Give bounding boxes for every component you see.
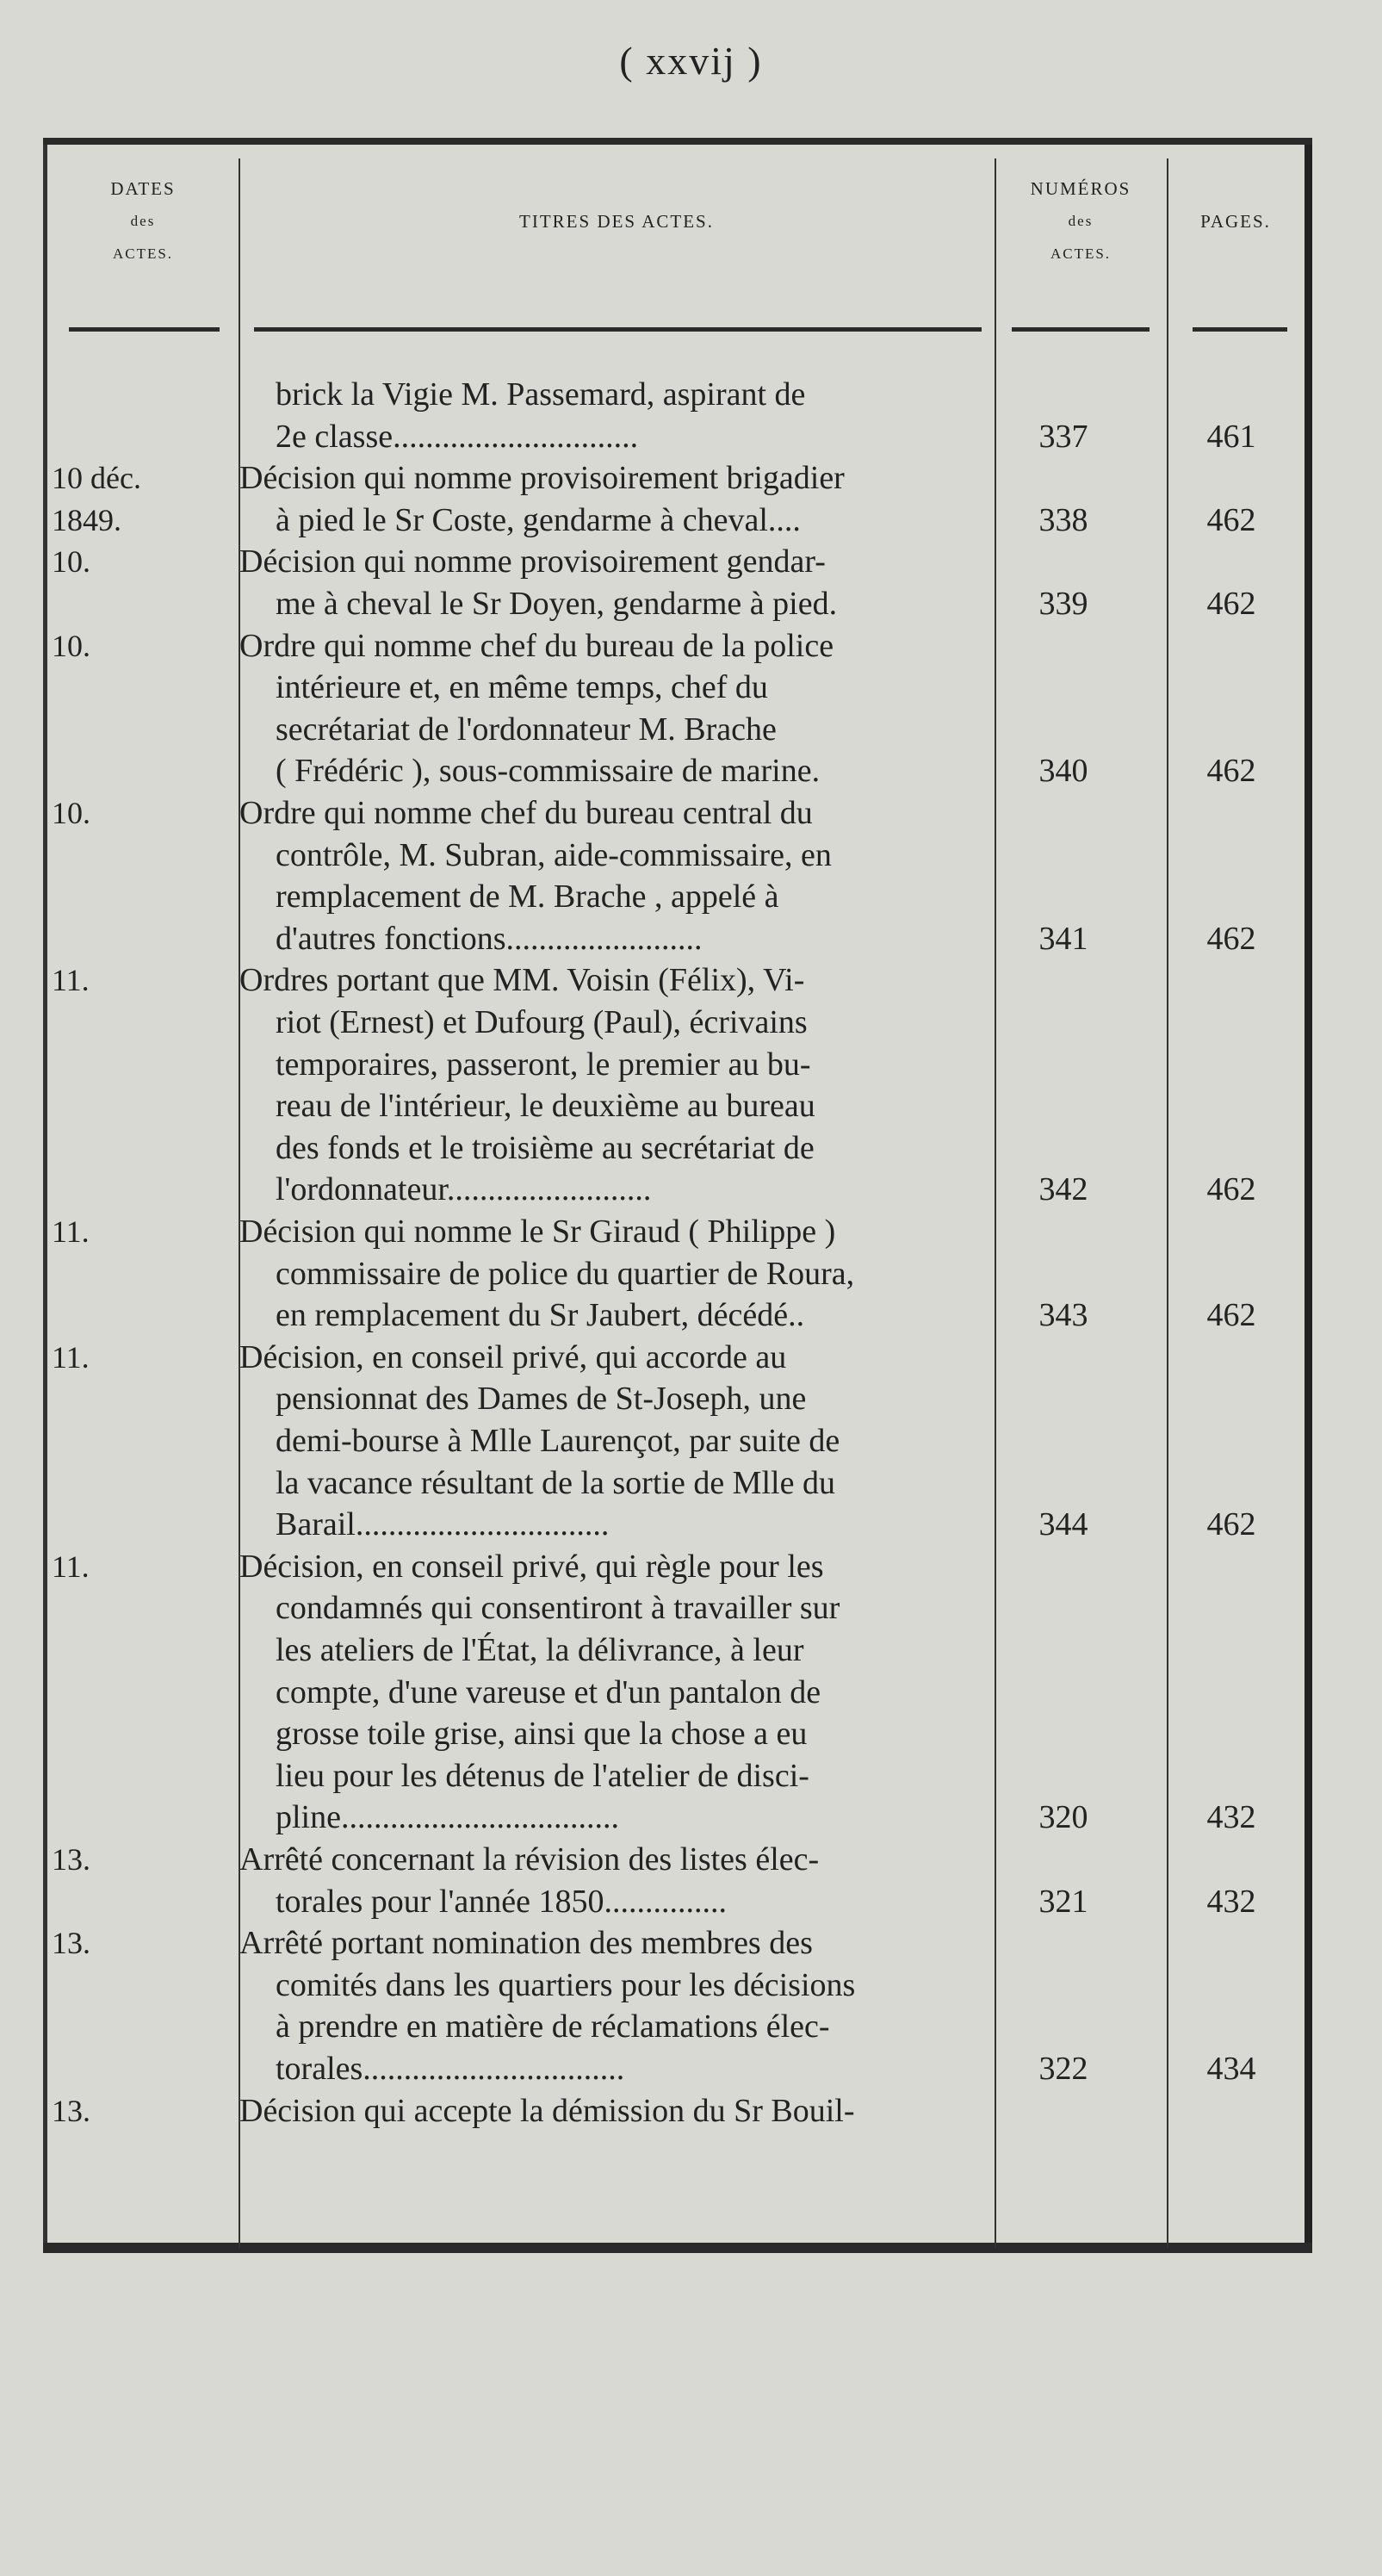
act-number: 321 — [1038, 1883, 1088, 1920]
act-title-line: Décision qui nomme provisoirement gendar- — [239, 543, 826, 580]
table-top-border — [43, 138, 1312, 145]
act-date: 13. — [52, 1842, 90, 1877]
header-pages: PAGES. — [1200, 211, 1271, 232]
act-date: 11. — [52, 963, 90, 998]
act-date: 11. — [52, 1339, 90, 1375]
act-date: 11. — [52, 1549, 90, 1584]
act-title-line: en remplacement du Sr Jaubert, décédé.. — [276, 1297, 805, 1334]
act-title-line: Arrêté portant nomination des membres des — [239, 1925, 813, 1962]
act-title-line: Décision qui accepte la démission du Sr Bouil- — [239, 2092, 855, 2129]
act-date: 13. — [52, 2093, 90, 2128]
act-title-line: à prendre en matière de réclamations élec- — [276, 2008, 830, 2045]
act-title-line: me à cheval le Sr Doyen, gendarme à pied. — [276, 586, 838, 622]
act-page: 462 — [1206, 1297, 1256, 1334]
act-title-line: torales................................ — [276, 2051, 625, 2087]
act-title-line: à pied le Sr Coste, gendarme à cheval.... — [276, 501, 801, 538]
act-title-line: secrétariat de l'ordonnateur M. Brache — [276, 711, 777, 748]
act-page: 462 — [1206, 920, 1256, 957]
act-title-line: Décision qui nomme provisoirement brigadier — [239, 460, 845, 497]
header-rule — [69, 327, 220, 332]
act-number: 343 — [1038, 1297, 1088, 1334]
act-title-line: Décision qui nomme le Sr Giraud ( Philippe ) — [239, 1214, 836, 1250]
header-numeros — [995, 172, 1167, 270]
act-number: 338 — [1038, 501, 1088, 538]
column-divider — [1167, 158, 1168, 2248]
act-title-line: pensionnat des Dames de St-Joseph, une — [276, 1381, 807, 1418]
act-page: 462 — [1206, 753, 1256, 790]
act-page: 432 — [1206, 1883, 1256, 1920]
header-rule — [1193, 327, 1287, 332]
act-title-line: les ateliers de l'État, la délivrance, à leur — [276, 1632, 804, 1668]
act-title-line: intérieure et, en même temps, chef du — [276, 669, 768, 706]
act-date: 13. — [52, 1926, 90, 1961]
act-title-line: commissaire de police du quartier de Roura, — [276, 1255, 855, 1292]
header-numeros-line: ACTES. — [1050, 245, 1112, 262]
act-number: 339 — [1038, 586, 1088, 622]
act-title-line: Barail............................... — [276, 1506, 610, 1543]
act-title-line: Décision, en conseil privé, qui règle pour les — [239, 1548, 824, 1585]
act-title-line: remplacement de M. Brache , appelé à — [276, 878, 779, 916]
header-dates-line: DATES — [110, 178, 176, 199]
act-title-line: torales pour l'année 1850............... — [276, 1883, 727, 1920]
act-title-line: grosse toile grise, ainsi que la chose a eu — [276, 1716, 808, 1753]
act-date: 10 déc. 1849. — [52, 461, 141, 537]
act-date: 10. — [52, 544, 90, 580]
act-title-line: Ordre qui nomme chef du bureau de la police — [239, 627, 834, 664]
act-title-line: des fonds et le troisième au secrétariat de — [276, 1129, 815, 1166]
header-titles: TITRES DES ACTES. — [519, 211, 714, 232]
act-title-line: ( Frédéric ), sous-commissaire de marine. — [276, 753, 821, 790]
act-title-line: Décision, en conseil privé, qui accorde au — [239, 1338, 787, 1375]
act-number: 342 — [1038, 1171, 1088, 1208]
act-page: 462 — [1206, 501, 1256, 538]
act-title-line: Ordre qui nomme chef du bureau central du — [239, 795, 813, 831]
act-title-line: comités dans les quartiers pour les décisions — [276, 1966, 856, 2003]
header-numeros-line: NUMÉROS — [1030, 178, 1131, 199]
header-rule — [1012, 327, 1150, 332]
page-number: ( xxvij ) — [619, 39, 763, 83]
act-title-line: Ordres portant que MM. Voisin (Félix), Vi- — [239, 962, 805, 999]
header-dates-line: ACTES. — [112, 245, 174, 262]
act-number: 337 — [1038, 418, 1088, 455]
act-title-line: riot (Ernest) et Dufourg (Paul), écrivains — [276, 1004, 808, 1040]
act-number: 320 — [1038, 1799, 1088, 1836]
act-number: 340 — [1038, 753, 1088, 790]
act-title-line: pline.................................. — [276, 1799, 619, 1836]
act-title-line: compte, d'une vareuse et d'un pantalon de — [276, 1673, 821, 1710]
act-title-line: brick la Vigie M. Passemard, aspirant de — [276, 376, 806, 413]
act-page: 461 — [1206, 418, 1256, 455]
act-title-line: lieu pour les détenus de l'atelier de disci- — [276, 1757, 809, 1794]
act-number: 344 — [1038, 1506, 1088, 1543]
act-title-line: demi-bourse à Mlle Laurençot, par suite de — [276, 1423, 840, 1459]
act-page: 434 — [1206, 2051, 1256, 2087]
header-dates-line: des — [130, 213, 156, 229]
act-number: 341 — [1038, 920, 1088, 957]
act-title-line: l'ordonnateur......................... — [276, 1171, 652, 1208]
act-page: 462 — [1206, 1171, 1256, 1208]
header-numeros-line: des — [1068, 213, 1094, 229]
header-rule — [254, 327, 982, 332]
act-number: 322 — [1038, 2051, 1088, 2087]
act-date: 10. — [52, 628, 90, 663]
act-date: 10. — [52, 796, 90, 830]
act-title-line: 2e classe.............................. — [276, 418, 639, 455]
act-date: 11. — [52, 1214, 90, 1249]
act-title-line: Arrêté concernant la révision des listes élec- — [239, 1841, 820, 1878]
table-bottom-border — [43, 2243, 1312, 2253]
act-page: 432 — [1206, 1799, 1256, 1836]
act-title-line: la vacance résultant de la sortie de Mlle du — [276, 1464, 835, 1501]
act-title-line: temporaires, passeront, le premier au bu- — [276, 1046, 811, 1083]
act-title-line: reau de l'intérieur, le deuxième au bureau — [276, 1088, 815, 1125]
act-title-line: d'autres fonctions........................ — [276, 920, 703, 957]
act-title-line: contrôle, M. Subran, aide-commissaire, en — [276, 836, 832, 873]
act-page: 462 — [1206, 1506, 1256, 1543]
act-title-line: condamnés qui consentiront à travailler sur — [276, 1590, 840, 1627]
act-page: 462 — [1206, 586, 1256, 622]
header-dates — [47, 172, 239, 270]
column-divider — [995, 158, 996, 2248]
